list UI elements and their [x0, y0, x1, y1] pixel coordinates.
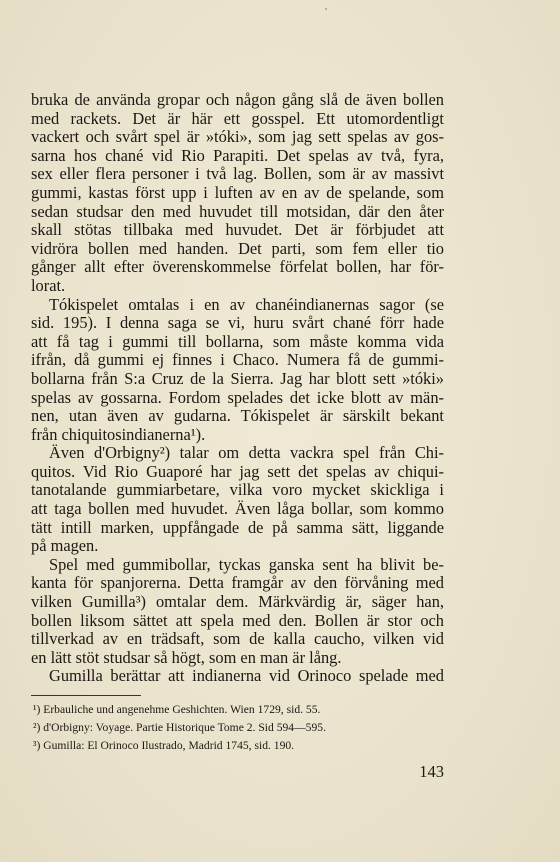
- text-line: en lätt stöt studsar så högt, som en man är lång.: [31, 647, 342, 667]
- text-line: bruka de använda gropar och någon gång slå de även bollen: [31, 90, 444, 109]
- text-line: att taga bollen med huvudet. Även låga bollar, som kommo: [31, 499, 444, 519]
- text-line: tillverkad av en trädsaft, som de kalla caucho, vilken vid: [31, 629, 444, 649]
- footnote: ²) d'Orbigny: Voyage. Partie Historique Tome 2. Sid 594—595.: [33, 721, 326, 734]
- footnotes: [33, 701, 444, 755]
- text-line: lorat.: [31, 275, 66, 295]
- text-line: sid. 195). I denna saga se vi, huru svårt chané förr hade: [31, 313, 444, 333]
- text-line: skall stötas tillbaka med huvudet. Det är förbjudet att: [31, 220, 444, 240]
- text-line: gummi, kastas först upp i luften av en av de spelande, som: [31, 182, 444, 202]
- text-line: vilken Gumilla³) omtalar dem. Märkvärdig är, säger han,: [31, 592, 444, 612]
- text-line: bollarna från S:a Cruz de la Sierra. Jag har blott sett »tóki»: [31, 368, 444, 388]
- text-line: tätt intill marken, uppfångade de på samma sätt, liggande: [31, 517, 444, 537]
- paper-speck: [325, 8, 327, 10]
- text-line: gånger allt efter överenskommelse förfelat bollen, har för-: [31, 257, 444, 277]
- text-line: sex eller flera personer i två lag. Bollen, som är av massivt: [31, 164, 444, 184]
- text-line: sarna hos chané vid Rio Parapiti. Det spelas av två, fyra,: [31, 145, 444, 165]
- text-line: Tókispelet omtalas i en av chanéindianernas sagor (se: [49, 294, 444, 314]
- footnote: ³) Gumilla: El Orinoco Ilustrado, Madrid 1745, sid. 190.: [33, 739, 295, 752]
- text-line: med rackets. Det är här ett gosspel. Ett utomordentligt: [31, 108, 444, 128]
- text-line: vidröra bollen med handen. Det parti, som fem eller tio: [31, 238, 444, 258]
- text-line: att få tag i gummi till bollarna, som måste komma vida: [31, 331, 444, 351]
- text-line: quitos. Vid Rio Guaporé har jag sett det spelas av chiqui-: [31, 461, 444, 481]
- text-line: från chiquitosindianerna¹).: [31, 424, 206, 444]
- text-line: spelas av gossarna. Fordom spelades det icke blott av män-: [31, 387, 444, 407]
- text-line: Även d'Orbigny²) talar om detta vackra spel från Chi-: [49, 443, 444, 463]
- text-line: nen, utan även av gudarna. Tókispelet är särskilt bekant: [31, 406, 444, 426]
- text-line: på magen.: [31, 536, 99, 556]
- text-line: kanta för spanjorerna. Detta framgår av den förvåning med: [31, 573, 444, 593]
- body-text: [31, 91, 444, 686]
- text-line: vackert och svårt spel är »tóki», som jag sett spelas av gos-: [31, 127, 444, 147]
- page-number: 143: [419, 762, 444, 781]
- text-line: Gumilla berättar att indianerna vid Orinoco spelade med: [49, 666, 444, 686]
- text-line: ifrån, då gummi ej finnes i Chaco. Numera få de gummi-: [31, 350, 444, 370]
- footnote: ¹) Erbauliche und angenehme Geshichten. Wien 1729, sid. 55.: [33, 703, 321, 716]
- text-line: bollen liksom sättet att spela med den. Bollen är stor och: [31, 610, 444, 630]
- footnote-divider: [31, 695, 141, 696]
- text-line: Spel med gummibollar, tyckas ganska sent ha blivit be-: [49, 554, 444, 574]
- text-line: sedan studsar den med huvudet till motsidan, där den åter: [31, 201, 444, 221]
- text-line: tanotalande gummiarbetare, vilka voro mycket skickliga i: [31, 480, 444, 500]
